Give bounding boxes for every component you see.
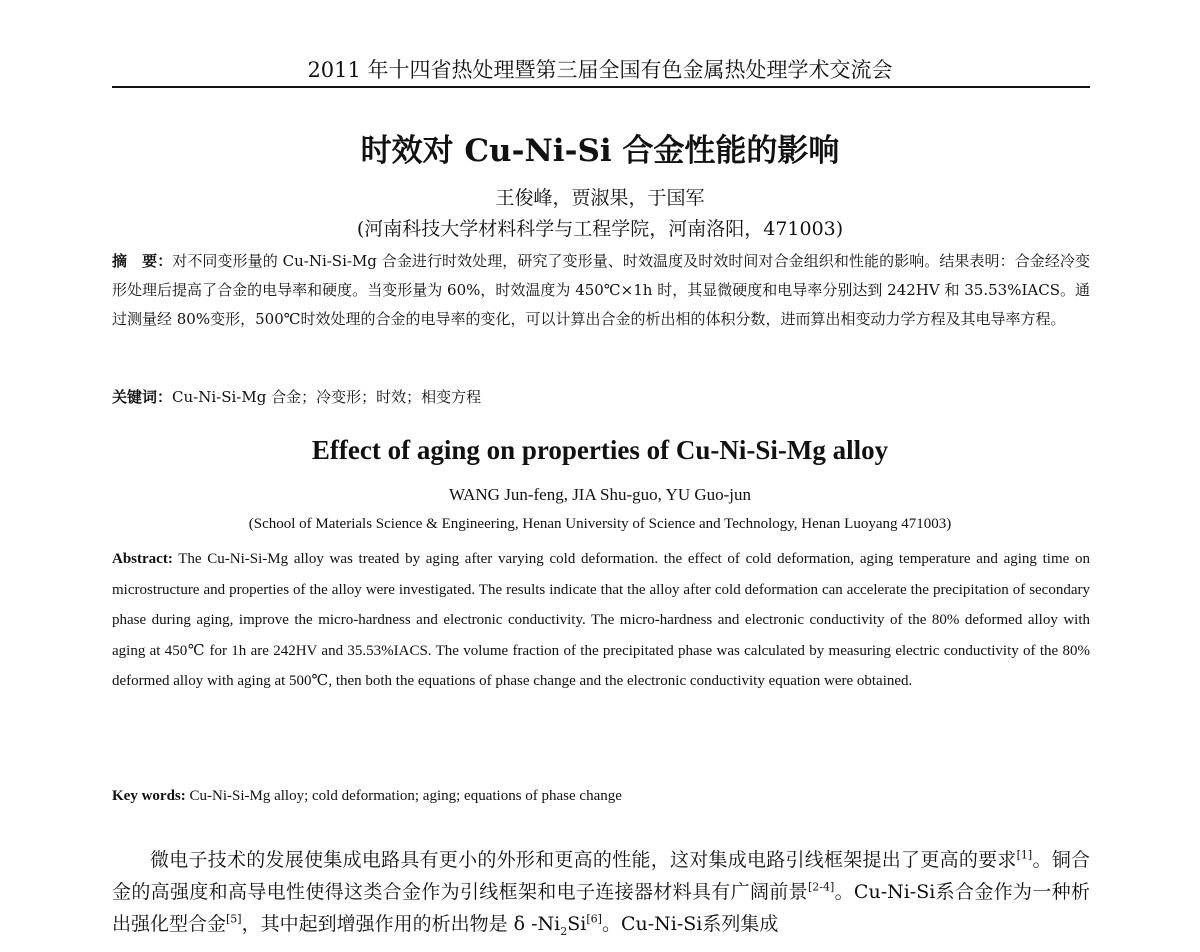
english-keywords-text: Cu-Ni-Si-Mg alloy; cold deformation; aging; equations of phase change — [185, 788, 622, 804]
header-divider — [112, 86, 1090, 88]
english-authors: WANG Jun-feng, JIA Shu-guo, YU Guo-jun — [448, 485, 752, 504]
intro-paragraph — [112, 844, 1090, 940]
chinese-keywords-label: 关键词： — [112, 388, 173, 406]
citation: [2-4] — [807, 880, 835, 894]
running-header: 2011 年十四省热处理暨第三届全国有色金属热处理学术交流会 — [307, 58, 893, 82]
english-abstract-label: Abstract: — [112, 551, 173, 567]
chinese-abstract-label: 摘 要： — [112, 252, 173, 270]
chinese-title: 时效对 Cu-Ni-Si 合金性能的影响 — [360, 133, 840, 169]
english-title: Effect of aging on properties of Cu-Ni-Si-Mg alloy — [311, 435, 889, 465]
intro-text: ，其中起到增强作用的析出物是 δ -Ni — [241, 913, 561, 935]
english-affiliation: (School of Materials Science & Engineering, Henan University of Science and Technology, Henan Luoyang 471003) — [248, 516, 952, 532]
citation: [6] — [586, 912, 602, 926]
chinese-authors: 王俊峰，贾淑果，于国军 — [495, 187, 705, 209]
intro-text: 。Cu-Ni-Si系列集成 — [601, 913, 779, 935]
intro-text: 。Cu-Ni-Si系合金作为一种析出强化型合金 — [112, 881, 1090, 935]
citation: [5] — [226, 912, 242, 926]
citation: [1] — [1016, 848, 1033, 862]
chinese-abstract-text: 对不同变形量的 Cu-Ni-Si-Mg 合金进行时效处理，研究了变形量、时效温度及时效时间对合金组织和性能的影响。结果表明：合金经冷变形处理后提高了合金的电导率和硬度。当变形量为 60%，时效温度为 450℃×1h 时，其显微硬度和电导率分别达到 242HV 和 35.53%IACS。通过测量经 80%变形，500℃时效处理的合金的电导率的变化，可以计算出合金的析出相的体积分数，进而算出相变动力学方程及其电导率方程。 — [112, 252, 1090, 328]
subscript: 2 — [560, 924, 568, 938]
chinese-keywords-text: Cu-Ni-Si-Mg 合金；冷变形；时效；相变方程 — [172, 388, 482, 406]
intro-text: 。铜合金的高强度和高导电性使得这类合金作为引线框架和电子连接器材料具有广阔前景 — [112, 849, 1090, 903]
english-abstract — [112, 544, 1090, 697]
english-keywords — [112, 784, 1090, 808]
intro-text: 微电子技术的发展使集成电路具有更小的外形和更高的性能，这对集成电路引线框架提出了更高的要求 — [150, 849, 1017, 871]
intro-text: Si — [567, 913, 587, 935]
chinese-abstract — [112, 247, 1090, 334]
english-keywords-label: Key words: — [112, 788, 186, 804]
chinese-affiliation: (河南科技大学材料科学与工程学院，河南洛阳，471003) — [356, 218, 844, 240]
chinese-keywords — [112, 385, 1090, 409]
english-abstract-text: The Cu-Ni-Si-Mg alloy was treated by aging after varying cold deformation. the effect of cold deformation, aging temperature and aging time on microstructure and properties of the alloy were investigated. The results indicate that the alloy after cold deformation can accelerate the precipitation of secondary phase during aging, improve the micro-hardness and electronic conductivity. The micro-hardness and electronic conductivity of the 80% deformed alloy with aging at 450℃ for 1h are 242HV and 35.53%IACS. The volume fraction of the precipitated phase was calculated by measuring electric conductivity of the 80% deformed alloy with aging at 500℃, then both the equations of phase change and the electronic conductivity equation were obtained. — [112, 551, 1090, 689]
